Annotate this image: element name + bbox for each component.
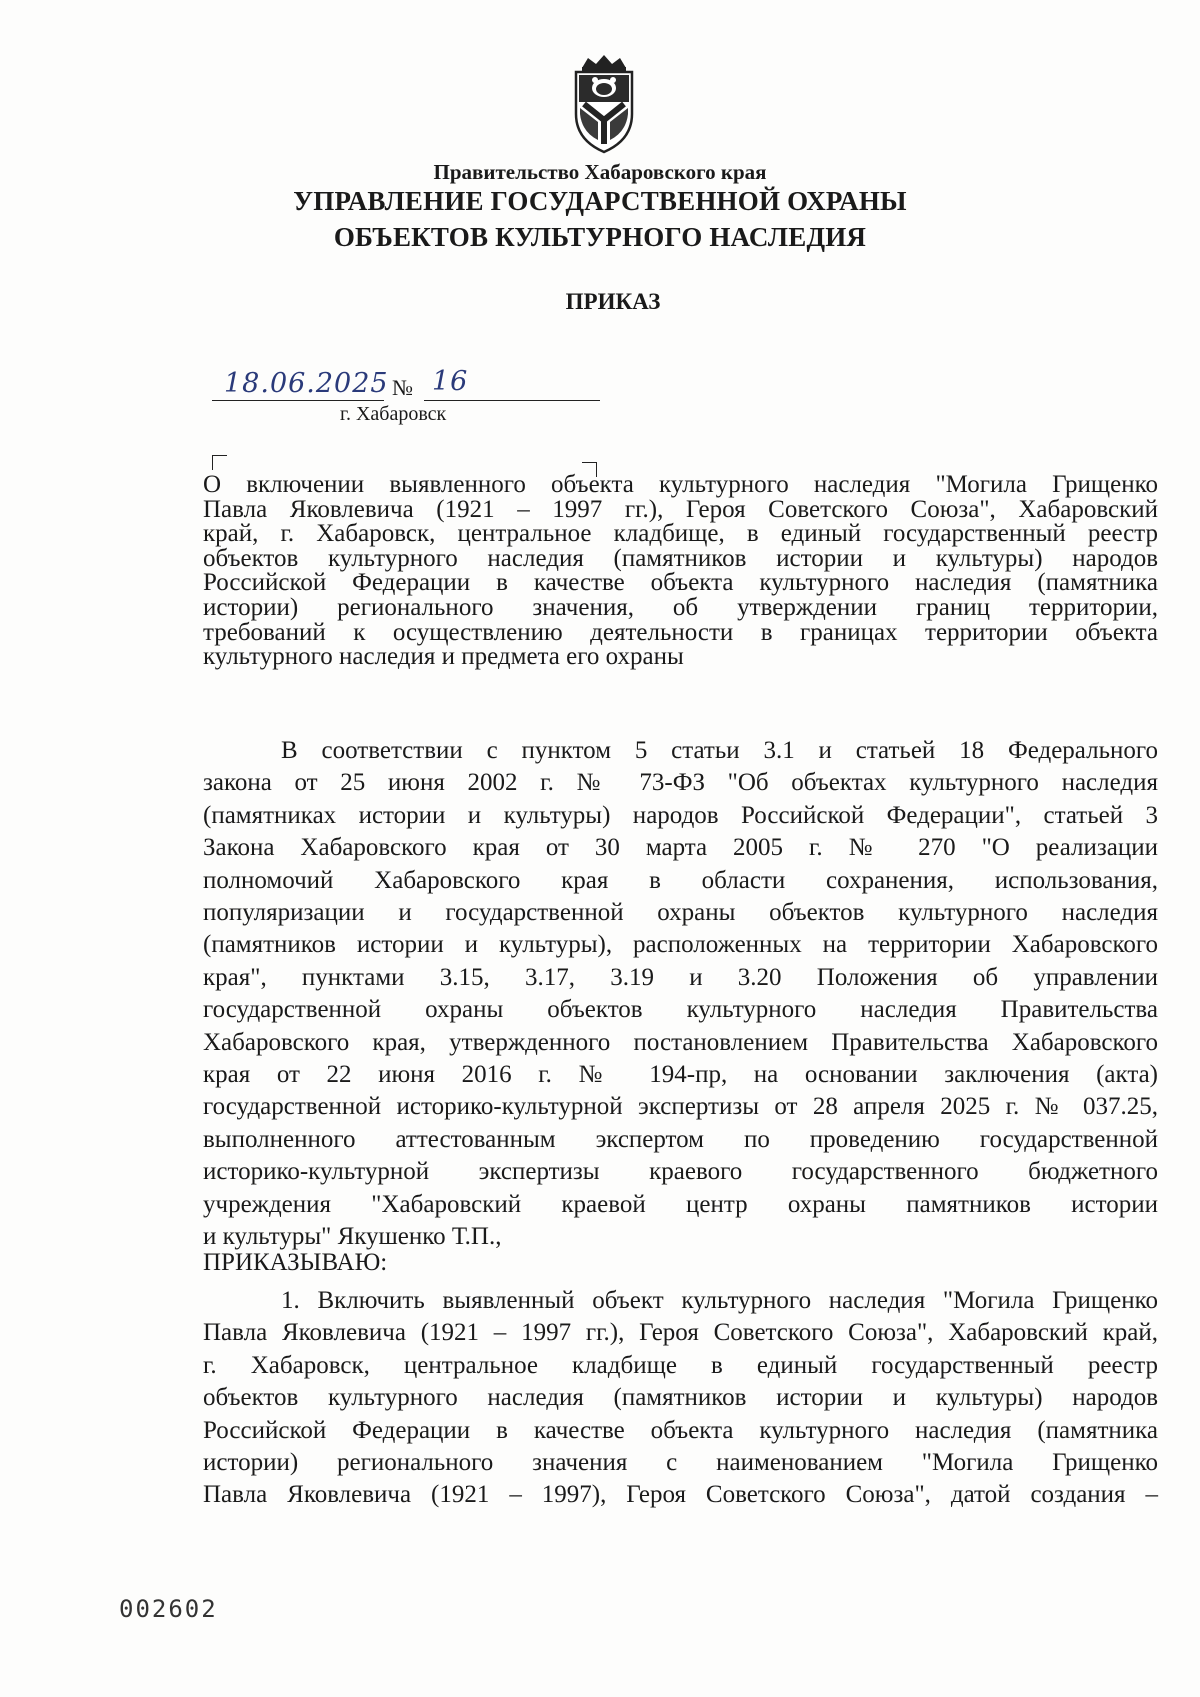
subject-line: Российской Федерации в качестве объекта культурного наследия (памятника xyxy=(203,569,1158,597)
handwritten-number: 16 xyxy=(432,366,469,397)
coat-of-arms-icon xyxy=(568,52,640,156)
body-line: Российской Федерации в качестве объекта культурного наследия (памятника xyxy=(203,1416,1158,1444)
body-line: объектов культурного наследия (памятников истории и культуры) народов xyxy=(203,1384,1158,1412)
body-line: выполненного аттестованным экспертом по проведению государственной xyxy=(203,1125,1158,1153)
body-line: государственной историко-культурной экспертизы от 28 апреля 2025 г. № 037.25, xyxy=(203,1093,1158,1121)
subject-line: культурного наследия и предмета его охраны xyxy=(203,643,684,671)
number-underline xyxy=(424,400,600,401)
body-line: В соответствии с пунктом 5 статьи 3.1 и статьей 18 Федерального xyxy=(281,737,1158,764)
subject-line: требований к осуществлению деятельности в границах территории объекта xyxy=(203,618,1158,646)
body-line: полномочий Хабаровского края в области сохранения, использования, xyxy=(203,866,1158,894)
body-line: закона от 25 июня 2002 г. № 73-ФЗ "Об объектах культурного наследия xyxy=(203,769,1158,797)
body-line: Хабаровского края, утвержденного постановлением Правительства Хабаровского xyxy=(203,1028,1158,1056)
order-subject xyxy=(203,473,1158,670)
body-line: края от 22 июня 2016 г. № 194-пр, на основании заключения (акта) xyxy=(203,1061,1158,1089)
body-line: Павла Яковлевича (1921 – 1997 гг.), Героя Советского Союза", Хабаровский край, xyxy=(203,1319,1158,1347)
body-line: края", пунктами 3.15, 3.17, 3.19 и 3.20 Положения об управлении xyxy=(203,963,1158,991)
preamble-paragraph xyxy=(203,735,1158,1254)
body-line: (памятниках истории и культуры) народов Российской Федерации", статьей 3 xyxy=(203,801,1158,829)
subject-line: истории) регионального значения, об утверждении границ территории, xyxy=(203,593,1158,621)
department-name-line-1: УПРАВЛЕНИЕ ГОСУДАРСТВЕННОЙ ОХРАНЫ xyxy=(293,186,907,216)
body-line: популяризации и государственной охраны объектов культурного наследия xyxy=(203,899,1158,927)
subject-line: О включении выявленного объекта культурного наследия "Могила Грищенко xyxy=(203,471,1158,498)
subject-line: край, г. Хабаровск, центральное кладбище, в единый государственный реестр xyxy=(203,520,1158,548)
document-type-title: ПРИКАЗ xyxy=(565,289,661,314)
subject-line: Павла Яковлевича (1921 – 1997 гг.), Героя Советского Союза", Хабаровский xyxy=(203,495,1158,523)
form-serial-number: 002602 xyxy=(119,1595,218,1623)
body-line: Павла Яковлевича (1921 – 1997), Героя Советского Союза", датой создания – xyxy=(203,1481,1158,1509)
number-sign: № xyxy=(392,375,413,400)
body-line: (памятников истории и культуры), расположенных на территории Хабаровского xyxy=(203,931,1158,959)
city-label: г. Хабаровск xyxy=(340,403,447,425)
coat-of-arms-emblem xyxy=(568,52,640,156)
handwritten-date: 18.06.2025 xyxy=(224,368,389,399)
body-line: г. Хабаровск, центральное кладбище в единый государственный реестр xyxy=(203,1351,1158,1379)
government-name: Правительство Хабаровского края xyxy=(433,160,767,184)
body-line: Закона Хабаровского края от 30 марта 2005 г. № 270 "О реализации xyxy=(203,834,1158,862)
body-line: и культуры" Якушенко Т.П., xyxy=(203,1223,502,1251)
date-underline xyxy=(212,400,384,401)
body-line: истории) регионального значения с наименованием "Могила Грищенко xyxy=(203,1449,1158,1477)
body-line: учреждения "Хабаровский краевой центр охраны памятников истории xyxy=(203,1190,1158,1218)
body-line: историко-культурной экспертизы краевого государственного бюджетного xyxy=(203,1158,1158,1186)
body-line: государственной охраны объектов культурного наследия Правительства xyxy=(203,996,1158,1024)
order-directive-word: ПРИКАЗЫВАЮ: xyxy=(203,1249,388,1276)
subject-corner-mark-left xyxy=(212,455,227,470)
order-item-1 xyxy=(203,1285,1158,1512)
department-name-line-2: ОБЪЕКТОВ КУЛЬТУРНОГО НАСЛЕДИЯ xyxy=(333,222,867,252)
body-line: 1. Включить выявленный объект культурного наследия "Могила Грищенко xyxy=(281,1287,1158,1314)
subject-line: объектов культурного наследия (памятников истории и культуры) народов xyxy=(203,544,1158,572)
